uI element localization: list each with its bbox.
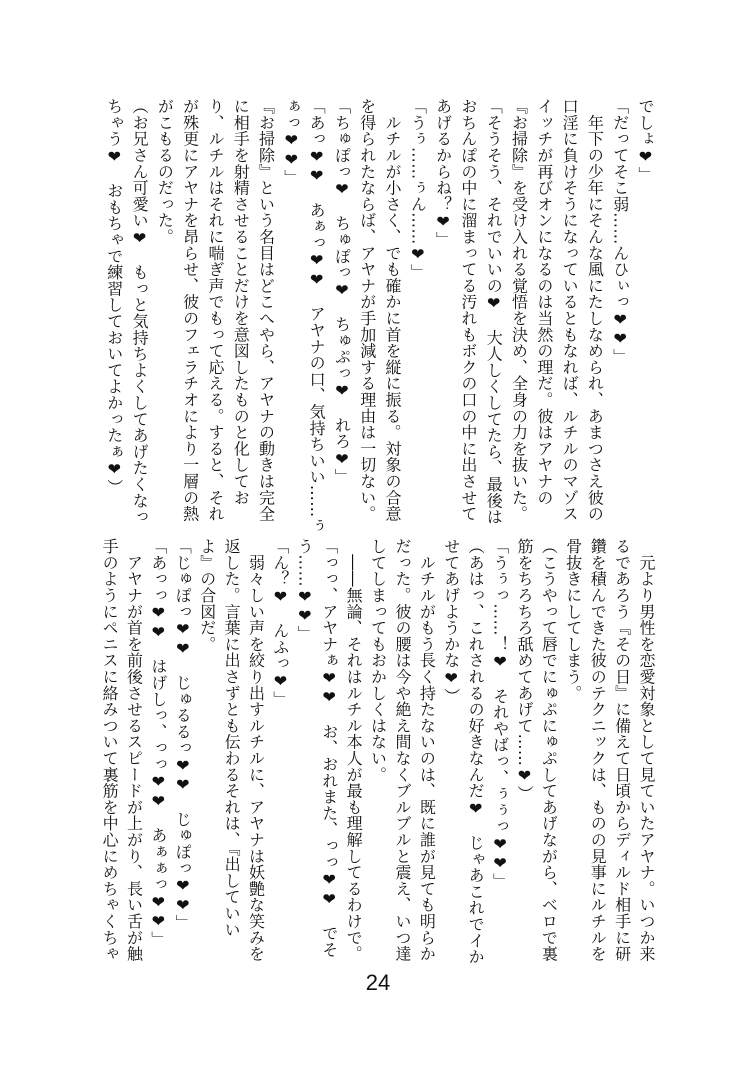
text-line: を得られたならば、アヤナが手加減する理由は一切ない。 <box>357 98 377 522</box>
text-line: 筋をちろちろ舐めてあげて……❤） <box>514 538 534 802</box>
text-line: がこもるのだった。 <box>155 98 175 245</box>
page-number: 24 <box>365 970 391 995</box>
text-block-lower <box>97 538 658 968</box>
text-line: 「うぅっ……！❤ それやばっ、ぅぅっ❤❤」 <box>490 538 510 890</box>
text-line: 元より男性を恋愛対象として見ていたアヤナ。いつか来 <box>637 538 656 962</box>
text-line: 「あっ❤❤ あぁっ❤❤ アヤナの口、気持ちいい……ぅ <box>307 98 327 534</box>
text-line: が殊更にアヤナを昂らせ、彼のフェラチオにより一層の熱 <box>180 98 200 522</box>
text-line: るであろう『その日』に備えて日頃からディルド相手に研 <box>612 538 632 962</box>
text-line: 「だってそこ弱……んひぃっ❤❤」 <box>610 98 630 365</box>
text-line: 『お掃除』を受け入れる覚悟を決め、全身の力を抜いた。 <box>509 98 529 522</box>
text-line: アヤナが首を前後させるスピードが上がり、長い舌が触 <box>124 538 144 962</box>
text-line: あげるからね？❤」 <box>433 98 453 248</box>
text-line: せてあげようかな❤） <box>441 538 461 704</box>
text-line: 弱々しい声を絞り出すルチルに、アヤナは妖艶な笑みを <box>246 538 266 962</box>
text-line: よ』の合図だ。 <box>197 538 217 653</box>
text-line: 「じゅぽっ❤❤ じゅるるっ❤❤ じゅぽっ❤❤」 <box>173 538 193 931</box>
text-line: 年下の少年にそんな風にたしなめられ、あまつさえ彼の <box>585 98 605 522</box>
text-line: 「ん？❤ んふっ❤」 <box>270 538 290 707</box>
text-line: う……❤❤」 <box>295 538 315 642</box>
text-line: イッチが再びオンになるのは当然の理だ。彼はアヤナの <box>534 98 554 506</box>
text-line: （こうやって唇でにゅぷにゅぷしてあげながら、ベロで裏 <box>539 538 559 962</box>
text-line: でしょ❤」 <box>636 98 655 183</box>
text-line: 「あっっ❤❤ はげしっ、っっ❤❤ あぁぁっ❤❤」 <box>148 538 168 948</box>
text-line: してしまってもおかしくはない。 <box>368 538 388 783</box>
text-line: 返した。言葉に出さずとも伝わるそれは、『出していい <box>222 538 242 938</box>
text-line: り、ルチルはそれに喘ぎ声でもって応える。すると、それ <box>205 98 225 522</box>
text-line: 「そうそう、それでいいの❤ 大人しくしてたら、最後は <box>484 98 504 525</box>
text-line: 骨抜きにしてしまう。 <box>563 538 583 701</box>
text-line: （あはっ、これされるの好きなんだ❤ じゃあこれでイか <box>466 538 486 965</box>
text-line: ルチルが小さく、でも確かに首を縦に振る。対象の合意 <box>383 98 403 522</box>
text-line: ルチルがもう長く持たないのは、既に誰が見ても明らか <box>417 538 437 962</box>
text-line: おちんぽの中に溜まってる汚れもボクの口の中に出させて <box>458 98 478 522</box>
text-line: 「っっ、アヤナぁ❤❤ お、おれまた、っっ❤❤ でそ <box>319 538 339 958</box>
text-line: （お兄さん可愛い❤ もっと気持ちよくしてあげたくなっ <box>130 98 150 525</box>
text-line: だった。彼の腰は今や絶え間なくブルブルと震え、いつ達 <box>392 538 412 962</box>
text-line: ぁっ❤❤」 <box>281 98 301 186</box>
text-line: に相手を射精させることだけを意図したものと化してお <box>231 98 251 506</box>
text-line: 「うぅ……ぅん……❤」 <box>408 98 428 281</box>
text-line: 「ちゅぽっ❤ ちゅぽっ❤ ちゅぷっ❤ れろ❤」 <box>332 98 352 485</box>
text-line: 口淫に負けそうになっているともなれば、ルチルのマゾス <box>560 98 580 522</box>
text-block-upper <box>101 98 658 534</box>
text-line: ちゃう❤ おもちゃで練習しておいてよかったぁ❤） <box>104 98 124 496</box>
text-line: 『お掃除』という名目はどこへやら、アヤナの動きは完全 <box>256 98 276 522</box>
text-line: ――無論、それはルチル本人が最も理解してるわけで。 <box>344 538 364 962</box>
text-line: 鑽を積んできた彼のテクニックは、ものの見事にルチルを <box>588 538 608 962</box>
text-line: 手のようにペニスに絡みついて裏筋を中心にめちゃくちゃ <box>100 538 120 962</box>
